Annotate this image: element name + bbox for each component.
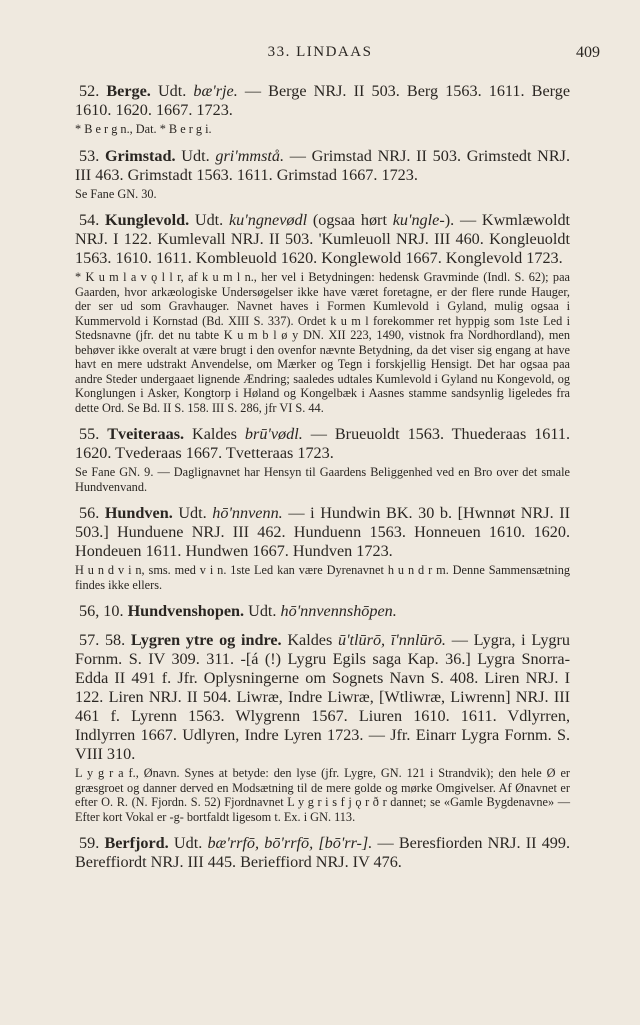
- entry-text: Udt.: [244, 602, 281, 620]
- entry-name: Berfjord.: [104, 834, 169, 852]
- running-header: [0, 44, 640, 66]
- entry-text: ). — Kwmlæwoldt NRJ. I 122. Kumlevall NRJ. II 503. 'Kumleuoll NRJ. III 460. Kongleuoldt 1563. 1610. 1611. Kombleuold 1620. Konglewold 1667. Konglevold 1723.: [75, 211, 571, 267]
- entry-number: 59.: [79, 834, 100, 852]
- entry-number: 54.: [79, 211, 100, 229]
- entry-name: Tveiteraas.: [107, 425, 185, 443]
- entry-text: — i Hundwin BK. 30 b. [Hwnnøt NRJ. II 503.] Hunduene NRJ. III 462. Hunduenn 1563. Honneuen 1610. 1620. Hondeuen 1611. Hundwen 1667. Hundven 1723.: [75, 504, 571, 560]
- section-title: 33. LINDAAS: [267, 44, 373, 60]
- entry-main-text: [75, 147, 570, 185]
- entry-main-text: [75, 631, 570, 764]
- entry-note: * K u m l a v ǫ l l r, af k u m l n., her vel i Betydningen: hedensk Gravminde (Indl. S. 62); paa Gaarden, hvor arkæologiske Undersøgelser ikke have været foretagne, er der flere runde Hauger, der ser ud som Gravhauger. Navnet haves i Formen Kumlevold i Gyland, mulig ogsaa i Kummervold i Kornstad (Bd. XIII S. 337). Ordet k u m l forekommer ret hyppig som 1ste Led i Stedsnavne (jfr. det nu tabte K u m b l ø y DN. XII 223, 1490, vistnok fra Nordhordland), men behøver ikke overalt at være brugt i den ovenfor nævnte Betydning, da det viser sig engang at have havt en mere udstrakt Anvendelse, om Mærker og Tegn i forskjellig Hensigt. Det har ogsaa paa andre Steder undergaaet lignende Ændring; saaledes udtales Kumlevold i Gyland nu Kongevold, og Konglungen i Asker, Kongtorp i Høland og Kongelbæk i Aasnes stamme sandsynlig ligeledes fra dette Ord. Se Bd. II S. 158. III S. 286, jfr VI S. 44.: [75, 270, 570, 415]
- entry-text: — Lygra, i Lygru Fornm. S. IV 309. 311. -[á (!) Lygru Egils saga Kap. 36.] Lygra Snorra-Edda II 491 f. Jfr. Oplysningerne om Sognets Navn S. 408. Liren NRJ. I 122. Liren NRJ. II 504. Liwræ, Indre Liwræ, [Wtliwræ, Liwrenn] NRJ. III 461 f. Lyrenn 1563. Wlygrenn 1567. Liuren 1610. 1611. Vdlyrren, Indlyrren 1667. Udlyren, Indre Lyren 1723. — Jfr. Einarr Lygra Fornm. S. VIII 310.: [75, 631, 571, 763]
- entry-name: Lygren ytre og indre.: [130, 631, 282, 649]
- entry-name: Hundven.: [104, 504, 173, 522]
- entry-text: Udt.: [189, 211, 229, 229]
- entry-main-text: [75, 425, 570, 463]
- entry-56-10: [75, 602, 570, 621]
- entry-text: Udt.: [172, 504, 213, 522]
- entry-main-text: [75, 834, 570, 872]
- entry-name: Berge.: [106, 82, 151, 100]
- entry-text: Udt.: [168, 834, 208, 852]
- entry-note: Se Fane GN. 30.: [75, 186, 157, 201]
- entry-name: Kunglevold.: [105, 211, 190, 229]
- entry-text: — Grimstad NRJ. II 503. Grimstedt NRJ. III 463. Grimstadt 1563. 1611. Grimstad 1667. 1723.: [75, 146, 571, 184]
- pronunciation: brū'vødl.: [244, 425, 303, 443]
- entry-text: — Brueuoldt 1563. Thuederaas 1611. 1620. Tvederaas 1667. Tvetteraas 1723.: [75, 425, 571, 462]
- entry-52: [75, 82, 570, 137]
- entry-name: Grimstad.: [104, 146, 176, 165]
- entry-text: Udt.: [150, 82, 194, 100]
- document-body: [75, 82, 570, 872]
- pronunciation: hō'nnvennshōpen.: [280, 602, 397, 620]
- entry-text: — Beresfiorden NRJ. II 499. Bereffiordt NRJ. III 445. Berieffiord NRJ. IV 476.: [75, 834, 571, 871]
- entry-note: L y g r a f., Ønavn. Synes at betyde: den lyse (jfr. Lygre, GN. 121 i Strandvik); den hele Ø er græsgroet og danner derved en Modsætning til de mere golde og mørke Omgivelser. Af Ønavnet er efter O. R. (N. Fjordn. S. 52) Fjordnavnet L y g r i s f j ǫ r ð r dannet; se «Gamle Bygdenavne» — Efter kort Vokal er -g- bortfaldt ligesom t. Ex. i GN. 113.: [75, 766, 570, 824]
- entry-note: Se Fane GN. 9. — Daglignavnet har Hensyn til Gaardens Beliggenhed ved en Bro over det smale Hundvenvand.: [75, 465, 570, 494]
- entry-59: [75, 834, 570, 872]
- entry-number: 53.: [79, 146, 100, 165]
- entry-text: — Berge NRJ. II 503. Berg 1563. 1611. Berge 1610. 1620. 1667. 1723.: [75, 82, 571, 119]
- entry-number: 57. 58.: [79, 631, 126, 649]
- pronunciation: bæ'rrfō, bō'rrfō, [bō'rr-].: [207, 834, 373, 852]
- entry-name: Hundvenshopen.: [127, 602, 245, 620]
- entry-56: [75, 504, 570, 592]
- entry-text: Kaldes: [184, 425, 245, 443]
- pronunciation: gri'mmstå.: [215, 146, 285, 165]
- entry-note: H u n d v i n, sms. med v i n. 1ste Led kan være Dyrenavnet h u n d r m. Denne Sammensætning findes ikke ellers.: [75, 563, 570, 592]
- pronunciation: bæ'rje.: [193, 82, 238, 100]
- entry-main-text: [75, 602, 570, 621]
- pronunciation: ku'ngnevødl: [229, 211, 308, 229]
- pronunciation: ū'tlūrō, ī'nnlūrō.: [338, 631, 446, 649]
- entry-note: * B e r g n., Dat. * B e r g i.: [75, 122, 212, 136]
- entry-number: 55.: [79, 425, 100, 443]
- entry-57-58: [75, 631, 570, 824]
- entry-text: Kaldes: [281, 631, 338, 649]
- entry-number: 56.: [79, 504, 100, 522]
- pronunciation: ku'ngle-: [392, 211, 445, 229]
- entry-55: [75, 425, 570, 494]
- entry-number: 56, 10.: [79, 602, 124, 620]
- entry-main-text: [75, 504, 570, 561]
- entry-main-text: [75, 82, 570, 120]
- entry-text: Udt.: [175, 146, 216, 165]
- entry-53: [75, 147, 570, 202]
- entry-number: 52.: [79, 82, 100, 100]
- entry-54: [75, 211, 570, 415]
- pronunciation: hō'nnvenn.: [212, 504, 283, 522]
- page-number: 409: [576, 44, 600, 61]
- entry-main-text: [75, 211, 570, 268]
- entry-text: (ogsaa hørt: [307, 211, 393, 229]
